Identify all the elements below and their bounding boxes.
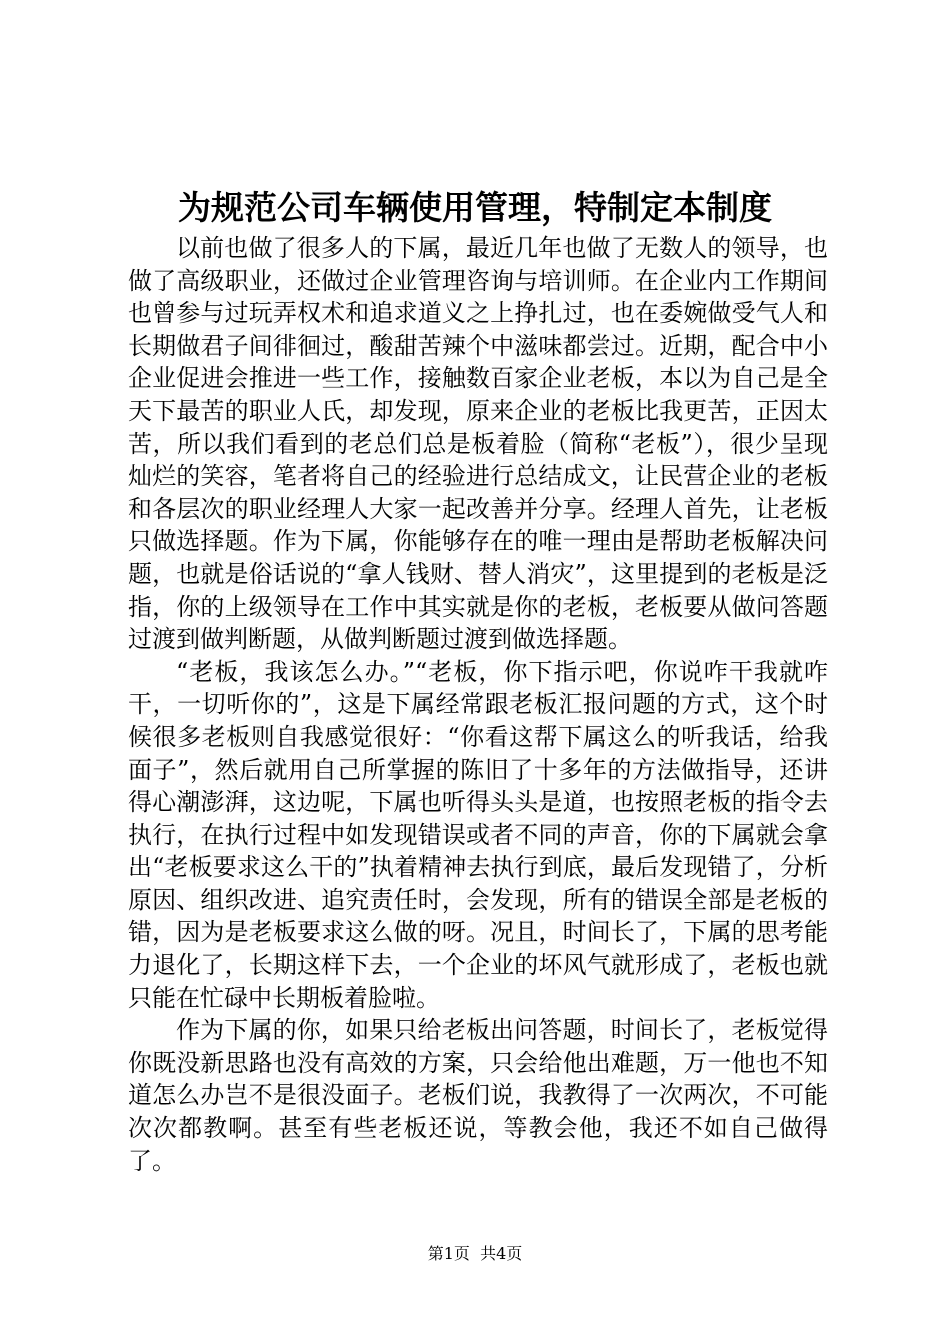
page-footer [0,1244,950,1264]
document-body [128,232,828,1177]
page-number-label: 第1页 共4页 [427,1244,523,1263]
paragraph-3: 作为下属的你，如果只给老板出问答题，时间长了，老板觉得你既没新思路也没有高效的方案，只会给他出难题，万一他也不知道怎么办岂不是很没面子。老板们说，我教得了一次两次，不可能次次都教啊。甚至有些老板还说，等教会他，我还不如自己做得了。 [128,1016,828,1175]
document-title: 为规范公司车辆使用管理，特制定本制度 [178,188,772,227]
paragraph-1: 以前也做了很多人的下属，最近几年也做了无数人的领导，也做了高级职业，还做过企业管理咨询与培训师。在企业内工作期间也曾参与过玩弄权术和追求道义之上挣扎过，也在委婉做受气人和长期做君子间徘徊过，酸甜苦辣个中滋味都尝过。近期，配合中小企业促进会推进一些工作，接触数百家企业老板，本以为自己是全天下最苦的职业人氏，却发现，原来企业的老板比我更苦，正因太苦，所以我们看到的老总们总是板着脸（简称“老板”），很少呈现灿烂的笑容，笔者将自己的经验进行总结成文，让民营企业的老板和各层次的职业经理人大家一起改善并分享。经理人首先，让老板只做选择题。作为下属，你能够存在的唯一理由是帮助老板解决问题，也就是俗话说的“拿人钱财、替人消灾”，这里提到的老板是泛指，你的上级领导在工作中其实就是你的老板，老板要从做问答题过渡到做判断题，从做判断题过渡到做选择题。 [128,234,828,654]
paragraph-2: “老板，我该怎么办。”“老板，你下指示吧，你说咋干我就咋干，一切听你的”，这是下属经常跟老板汇报问题的方式，这个时候很多老板则自我感觉很好：“你看这帮下属这么的听我话，给我面子”，然后就用自己所掌握的陈旧了十多年的方法做指导，还讲得心潮澎湃，这边呢，下属也听得头头是道，也按照老板的指令去执行，在执行过程中如发现错误或者不同的声音，你的下属就会拿出“老板要求这么干的”执着精神去执行到底，最后发现错了，分析原因、组织改进、追究责任时，会发现，所有的错误全部是老板的错，因为是老板要求这么做的呀。况且，时间长了，下属的思考能力退化了，长期这样下去，一个企业的坏风气就形成了，老板也就只能在忙碌中长期板着脸啦。 [128,657,828,1012]
